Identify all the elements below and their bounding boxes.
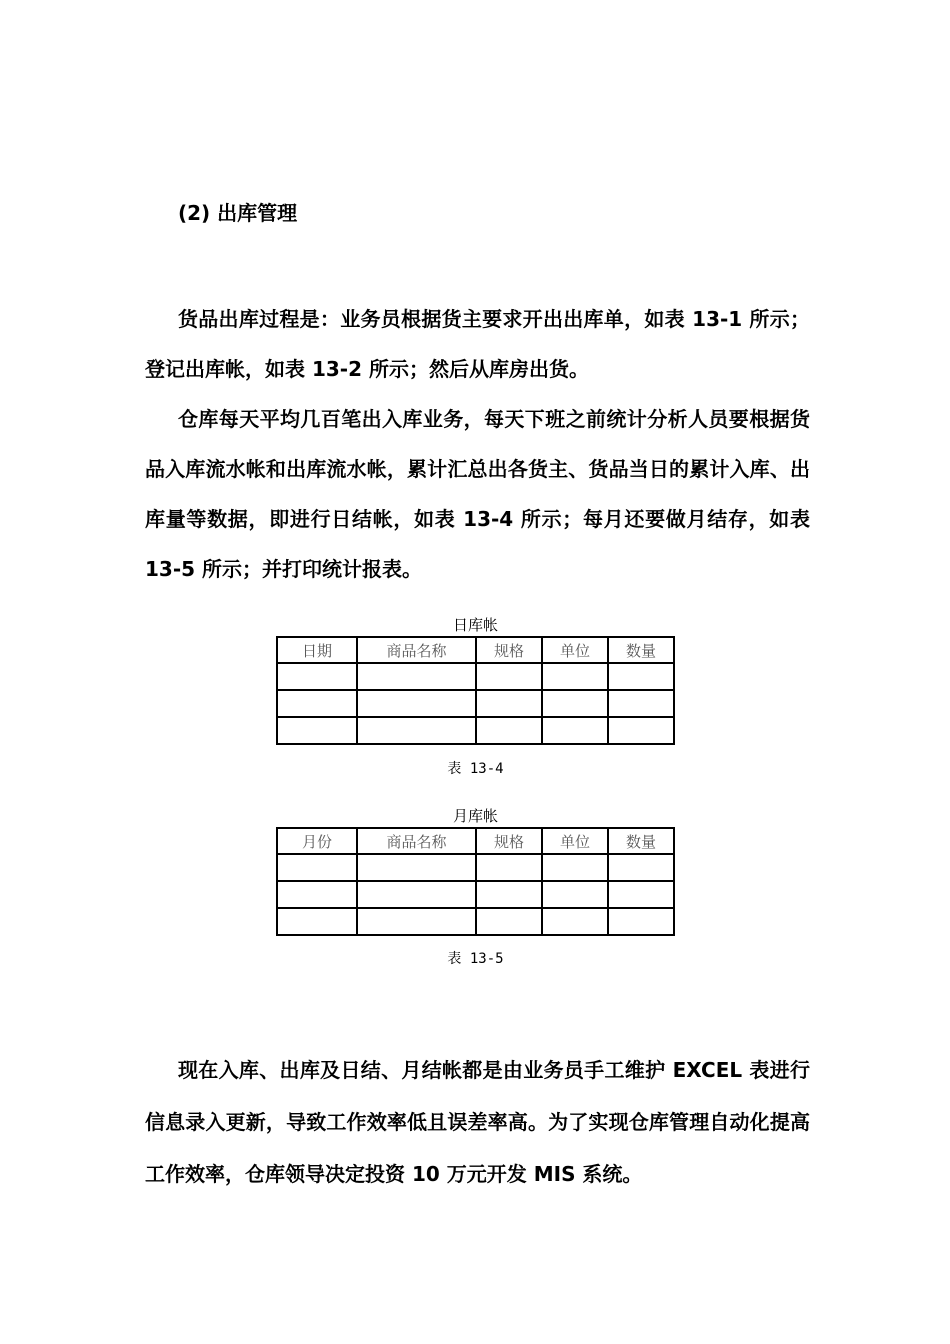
section-heading: (2) 出库管理 — [178, 201, 298, 225]
column-header-unit: 单位 — [542, 637, 608, 663]
table-cell — [357, 854, 476, 881]
table-row — [277, 717, 674, 744]
column-header-spec: 规格 — [476, 637, 542, 663]
column-header-quantity: 数量 — [608, 828, 674, 854]
table-row — [277, 690, 674, 717]
table-cell — [277, 908, 357, 935]
table-title-daily-ledger: 日库帐 — [452, 616, 498, 634]
column-header-date: 日期 — [277, 637, 357, 663]
column-header-product-name: 商品名称 — [357, 828, 476, 854]
table-cell — [476, 881, 542, 908]
paragraph-mis-decision: 现在入库、出库及日结、月结帐都是由业务员手工维护 EXCEL 表进行信息录入更新，导致工作效率低且误差率高。为了实现仓库管理自动化提高工作效率，仓库领导决定投资 10 万元开发 MIS 系统。 — [145, 1058, 810, 1186]
table-cell — [542, 663, 608, 690]
table-row — [277, 854, 674, 881]
table-cell — [357, 690, 476, 717]
table-row — [277, 663, 674, 690]
table-cell — [277, 663, 357, 690]
table-cell — [542, 881, 608, 908]
table-cell — [608, 854, 674, 881]
column-header-unit: 单位 — [542, 828, 608, 854]
table-cell — [608, 908, 674, 935]
paragraph-outbound-process: 货品出库过程是：业务员根据货主要求开出出库单，如表 13-1 所示；登记出库帐，如表 13-2 所示；然后从库房出货。 — [145, 307, 810, 381]
table-cell — [277, 881, 357, 908]
table-row — [277, 908, 674, 935]
table-cell — [476, 854, 542, 881]
table-caption-13-4: 表 13-4 — [447, 761, 504, 777]
table-header-row — [277, 637, 674, 663]
table-title-monthly-ledger: 月库帐 — [452, 807, 498, 825]
table-cell — [277, 717, 357, 744]
table-cell — [542, 717, 608, 744]
column-header-spec: 规格 — [476, 828, 542, 854]
table-cell — [357, 881, 476, 908]
table-cell — [608, 663, 674, 690]
table-cell — [476, 690, 542, 717]
table-cell — [608, 881, 674, 908]
table-cell — [542, 690, 608, 717]
column-header-month: 月份 — [277, 828, 357, 854]
table-cell — [476, 663, 542, 690]
column-header-quantity: 数量 — [608, 637, 674, 663]
table-cell — [476, 908, 542, 935]
table-cell — [277, 690, 357, 717]
table-cell — [277, 854, 357, 881]
column-header-product-name: 商品名称 — [357, 637, 476, 663]
daily-ledger-table — [276, 636, 675, 745]
table-row — [277, 881, 674, 908]
table-caption-13-5: 表 13-5 — [447, 951, 504, 967]
paragraph-daily-monthly-closing: 仓库每天平均几百笔出入库业务，每天下班之前统计分析人员要根据货品入库流水帐和出库流水帐，累计汇总出各货主、货品当日的累计入库、出库量等数据，即进行日结帐，如表 13-4 所示；每月还要做月结存，如表 13-5 所示；并打印统计报表。 — [145, 407, 810, 581]
table-cell — [608, 690, 674, 717]
monthly-ledger-table — [276, 827, 675, 936]
table-cell — [542, 908, 608, 935]
table-cell — [542, 854, 608, 881]
table-cell — [357, 717, 476, 744]
table-cell — [357, 908, 476, 935]
table-cell — [608, 717, 674, 744]
table-cell — [476, 717, 542, 744]
table-cell — [357, 663, 476, 690]
table-header-row — [277, 828, 674, 854]
